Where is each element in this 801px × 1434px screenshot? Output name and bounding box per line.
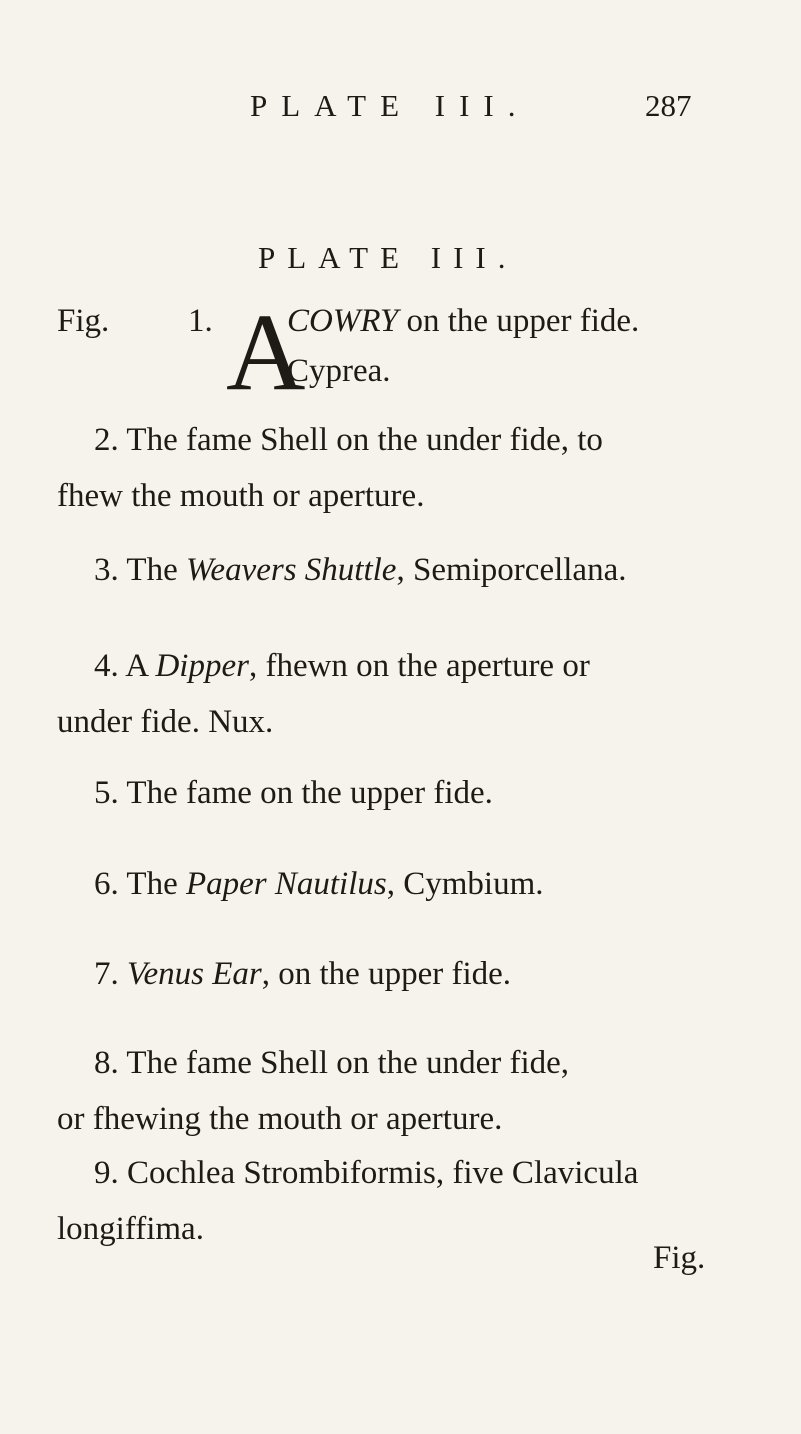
entry-text-continued: longiffima. <box>57 1211 204 1247</box>
entry-italic-name: Paper Nautilus <box>185 866 387 902</box>
entry-text: , Cymbium. <box>386 866 544 902</box>
entry-number: 4. <box>94 648 119 684</box>
entry-text-continued: under fide. Nux. <box>57 704 274 740</box>
entry-5 <box>57 765 784 821</box>
fig1-description <box>287 303 639 340</box>
fig1-latin-name: Cyprea. <box>287 353 391 389</box>
entry-text: The fame on the upper fide. <box>126 775 493 811</box>
entry-text: , Semiporcellana. <box>396 552 627 588</box>
entry-text: , fhewn on the aperture or <box>248 648 590 684</box>
entry-italic-name: Weavers Shuttle <box>185 552 397 588</box>
entry-italic-name: Venus Ear <box>127 956 262 992</box>
fig1-name: COWRY <box>287 303 399 339</box>
entry-italic-name: Dipper <box>155 648 249 684</box>
entry-number: 3. <box>94 552 119 588</box>
catchword: Fig. <box>653 1240 706 1276</box>
entry-text-continued: or fhewing the mouth or aperture. <box>57 1101 503 1137</box>
entry-text: Cochlea Strombiformis, five Clavicula <box>127 1155 639 1191</box>
drop-cap: A <box>226 291 306 413</box>
entry-number: 8. <box>94 1045 119 1081</box>
entry-text: The <box>126 552 186 588</box>
entry-6 <box>57 856 784 912</box>
entry-text-continued: fhew the mouth or aperture. <box>57 478 425 514</box>
entry-8 <box>57 1035 747 1147</box>
entry-number: 2. <box>94 422 119 458</box>
entry-text: , on the upper fide. <box>261 956 512 992</box>
entry-number: 7. <box>94 956 119 992</box>
entry-number: 6. <box>94 866 119 902</box>
entry-7 <box>57 946 784 1002</box>
entry-text: A <box>125 648 156 684</box>
entry-number: 9. <box>94 1155 119 1191</box>
fig-label: Fig. <box>57 303 110 339</box>
fig1-number: 1. <box>188 303 213 339</box>
entry-9 <box>57 1145 747 1257</box>
running-head: PLATE III. <box>250 88 530 123</box>
entry-text: The <box>126 866 186 902</box>
entry-text: The fame Shell on the under fide, to <box>126 422 603 458</box>
fig1-rest: on the upper fide. <box>398 303 640 339</box>
entry-4 <box>57 638 747 750</box>
page-number: 287 <box>645 88 692 123</box>
entry-3 <box>57 542 784 598</box>
entry-number: 5. <box>94 775 119 811</box>
entry-text: The fame Shell on the under fide, <box>126 1045 570 1081</box>
entry-2 <box>57 412 747 524</box>
plate-title: PLATE III. <box>258 240 518 275</box>
